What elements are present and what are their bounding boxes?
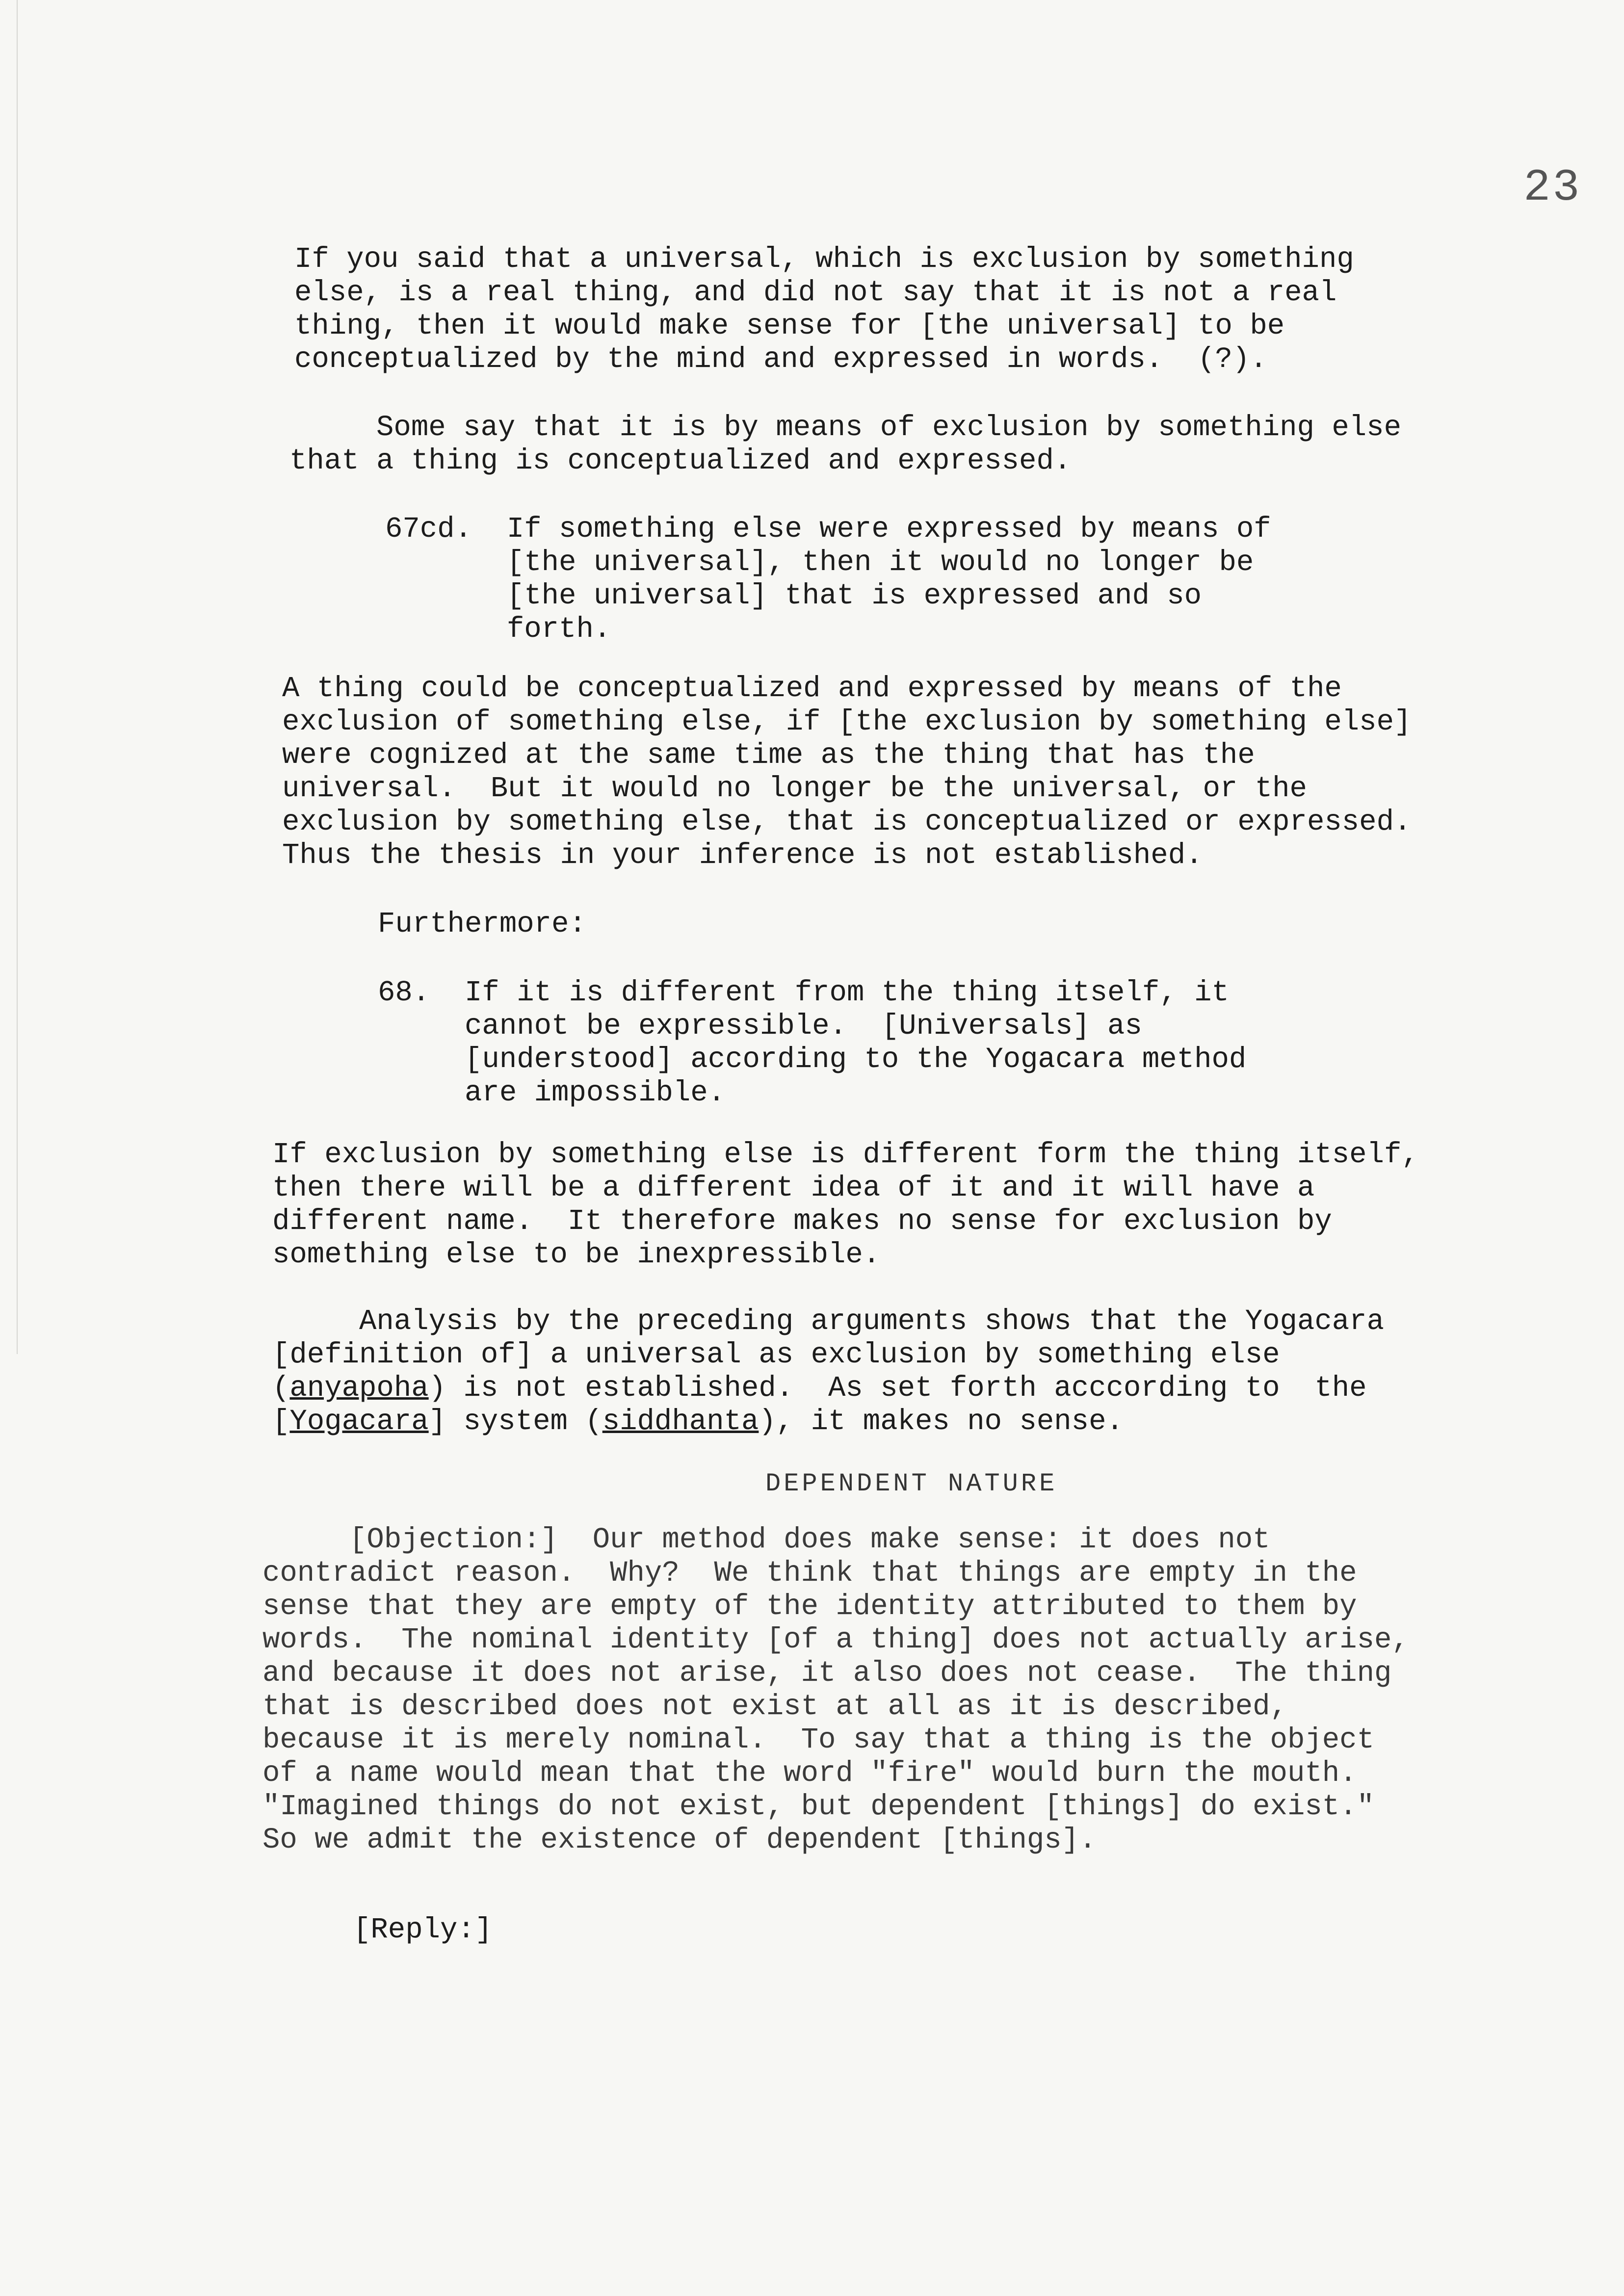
paragraph-objection: [Objection:] Our method does make sense: it does not contradict reason. Why? We think that things are empty in the sense that they are empty of the identity attributed to them by words. The nominal identity [of a thing] does not actually arise, and because it does not arise, it also does not cease. The thing that is described does not exist at all as it is described, because it is merely nominal. To say that a thing is the object of a name would mean that the word "fire" would burn the mouth. "Imagined things do not exist, but dependent [things] do exist." So we admit the existence of dependent [things]. [262, 1523, 1409, 1856]
paragraph-some-say: Some say that it is by means of exclusion by something else that a thing is conceptualized and expressed. [289, 411, 1401, 477]
section-heading-dependent-nature: DEPENDENT NATURE [765, 1469, 1058, 1498]
paragraph-thing-conceptualized: A thing could be conceptualized and expressed by means of the exclusion of something else, if [the exclusion by something else] were cognized at the same time as the thing that has the universal. But it would no longer be the universal, or the exclusion by something else, that is conceptualized or expressed. Thus the thesis in your inference is not established. [282, 672, 1412, 872]
paragraph-universal-real-thing: If you said that a universal, which is exclusion by something else, is a real thing, and did not say that it is not a real thing, then it would make sense for [the universal] to be conceptualized by the mind and expressed in words. (?). [294, 243, 1354, 376]
analysis-line-2: [definition of] a universal as exclusion by something else [272, 1338, 1280, 1371]
term-siddhanta: siddhanta [602, 1405, 759, 1438]
paragraph-furthermore: Furthermore: [378, 908, 586, 940]
analysis-line-3: ) is not established. As set forth acccording to the [428, 1372, 1367, 1405]
left-margin-rule [17, 0, 18, 1354]
analysis-line-4-mid: ] system ( [428, 1405, 602, 1438]
term-anyapoha: anyapoha [289, 1372, 429, 1405]
page-number: 23 [1523, 162, 1582, 213]
paragraph-analysis: Analysis by the preceding arguments shows that the Yogacara [definition of] a universal as exclusion by something else (anyapoha) is not established. As set forth acccording to the [Yogacara] system (siddhanta), it makes no sense. [272, 1305, 1384, 1438]
verse-67cd: 67cd. If something else were expressed by means of [the universal], then it would no longer be [the universal] that is expressed and so forth. [385, 513, 1271, 646]
paragraph-exclusion-different: If exclusion by something else is different form the thing itself, then there will be a different idea of it and it will have a different name. It therefore makes no sense for exclusion by something else to be inexpressible. [272, 1138, 1419, 1271]
term-yogacara: Yogacara [289, 1405, 429, 1438]
analysis-line-1: Analysis by the preceding arguments shows that the Yogacara [272, 1305, 1384, 1338]
verse-68: 68. If it is different from the thing itself, it cannot be expressible. [Universals] as [understood] according to the Yogacara method are impossible. [378, 976, 1247, 1109]
analysis-line-4-end: ), it makes no sense. [759, 1405, 1124, 1438]
paragraph-reply: [Reply:] [353, 1913, 493, 1946]
